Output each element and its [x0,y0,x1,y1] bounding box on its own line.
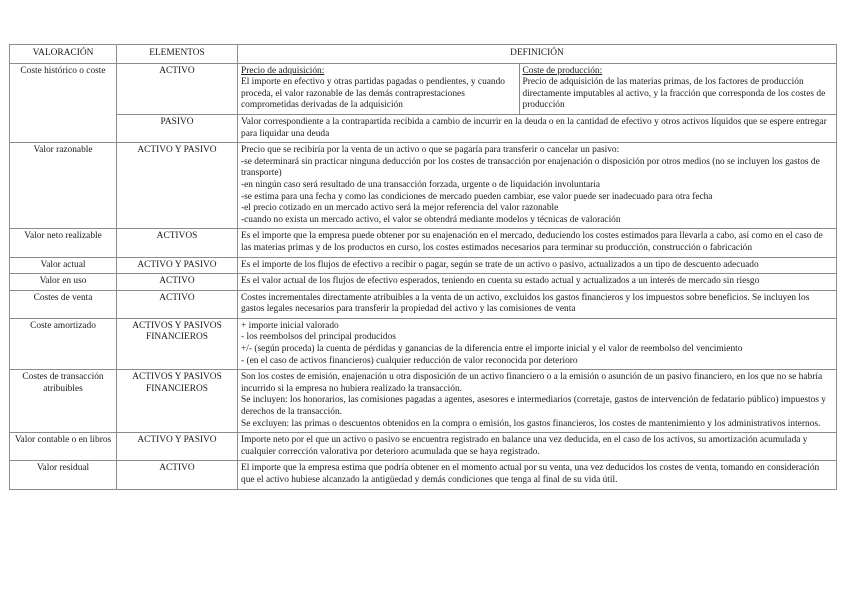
elemento-cell: ACTIVO Y PASIVO [117,257,238,274]
valuation-table [9,44,837,490]
header-elementos: ELEMENTOS [117,45,238,64]
coste-produccion-title: Coste de producción: [522,65,603,76]
elemento-cell: ACTIVO [117,290,238,318]
elemento-cell: ACTIVO Y PASIVO [117,433,238,461]
table-row [10,63,837,114]
precio-adquisicion-title: Precio de adquisición: [241,65,325,76]
table-row [10,290,837,318]
table-row [10,318,837,369]
definicion-cell: Precio que se recibiría por la venta de un activo o que se pagaría para transferir o cancelar un pasivo: -se determinará sin practicar ninguna deducción por los costes de transacción por enajenación o disposición por otros medios (no se incluyen los gastos de transporte) -en ningún caso será resultado de una transacción forzada, urgente o de liquidación involuntaria -se estima para una fecha y como las condiciones de mercado pueden cambiar, ese valor puede ser inadecuado para otra fecha -el precio cotizado en un mercado activo será la mejor referencia del valor razonable -cuando no exista un mercado activo, el valor se obtendrá mediante modelos y técnicas de valoración [238,143,837,229]
definicion-cell: El importe que la empresa estima que podría obtener en el momento actual por su venta, una vez deducidos los costes de venta, tomando en consideración que el activo hubiese alcanzado la antigüedad y demás condiciones que tenga al final de su vida útil. [238,461,837,489]
valoracion-cell: Valor actual [10,257,117,274]
table-row [10,461,837,489]
table-row [10,274,837,291]
definicion-cell: Es el importe que la empresa puede obtener por su enajenación en el mercado, deduciendo los costes estimados para llevarla a cabo, así como en el caso de las materias primas y de los productos en curso, los costes estimados necesarios para terminar su producción, construcción o fabricación [238,229,837,257]
elemento-cell: ACTIVO [117,63,238,114]
coste-produccion-text: Precio de adquisición de las materias primas, de los factores de producción directamente imputables al activo, y la fracción que corresponda de los costes de producción [522,77,826,111]
elemento-cell: ACTIVO [117,461,238,489]
definicion-cell: Es el importe de los flujos de efectivo a recibir o pagar, según se trate de un activo o pasivo, actualizados a un tipo de descuento adecuado [238,257,837,274]
elemento-cell: ACTIVOS [117,229,238,257]
valoracion-cell: Valor contable o en libros [10,433,117,461]
elemento-cell: PASIVO [117,114,238,142]
definicion-cell: + importe inicial valorado - los reembolsos del principal producidos +/- (según proceda) la cuenta de pérdidas y ganancias de la diferencia entre el importe inicial y el valor de reembolso del vencimiento - (en el caso de activos financieros) cualquier reducción de valor reconocida por deterioro [238,318,837,369]
table-row [10,370,837,433]
table-row [10,114,837,142]
definicion-cell: Valor correspondiente a la contrapartida recibida a cambio de incurrir en la deuda o en la cantidad de efectivo y otros activos líquidos que se espere entregar para liquidar una deuda [238,114,837,142]
header-definicion: DEFINICIÓN [238,45,837,64]
elemento-cell: ACTIVO [117,274,238,291]
table-row [10,143,837,229]
table-row [10,433,837,461]
definicion-cell: Costes incrementales directamente atribuibles a la venta de un activo, excluidos los gastos financieros y los impuestos sobre beneficios. Se incluyen los gastos legales necesarios para transferir la propiedad del activo y las comisiones de venta [238,290,837,318]
valoracion-cell: Valor residual [10,461,117,489]
definicion-cell: Son los costes de emisión, enajenación u otra disposición de un activo financiero o a la emisión o asunción de un pasivo financiero, en los que no se habría incurrido si la empresa no hubiera realizado la transacción. Se incluyen: los honorarios, las comisiones pagadas a agentes, asesores e intermediarios (corretaje, gastos de intervención de fedatario público) impuestos y derechos de la transacción. Se excluyen: las primas o descuentos obtenidos en la compra o emisión, los gastos financieros, los costes de mantenimiento y los administrativos internos. [238,370,837,433]
definicion-cell [238,63,837,114]
valoracion-cell: Costes de transacción atribuibles [10,370,117,433]
valoracion-cell: Coste histórico o coste [10,63,117,143]
valoracion-cell: Valor razonable [10,143,117,229]
elemento-cell: ACTIVOS Y PASIVOS FINANCIEROS [117,370,238,433]
precio-adquisicion-text: El importe en efectivo y otras partidas pagadas o pendientes, y cuando proceda, el valor razonable de las demás contraprestaciones comprometidas derivadas de la adquisición [241,77,505,111]
definicion-cell: Es el valor actual de los flujos de efectivo esperados, teniendo en cuenta su estado actual y actualizados a un interés de mercado sin riesgo [238,274,837,291]
elemento-cell: ACTIVOS Y PASIVOS FINANCIEROS [117,318,238,369]
valoracion-cell: Costes de venta [10,290,117,318]
valoracion-cell: Valor neto realizable [10,229,117,257]
elemento-cell: ACTIVO Y PASIVO [117,143,238,229]
header-valoracion: VALORACIÓN [10,45,117,64]
table-row [10,257,837,274]
header-row [10,45,837,64]
valoracion-cell: Valor en uso [10,274,117,291]
valoracion-cell: Coste amortizado [10,318,117,369]
table-row [10,229,837,257]
definicion-cell: Importe neto por el que un activo o pasivo se encuentra registrado en balance una vez deducida, en el caso de los activos, su amortización acumulada y cualquier corrección valorativa por deterioro acumulada que se haya registrado. [238,433,837,461]
